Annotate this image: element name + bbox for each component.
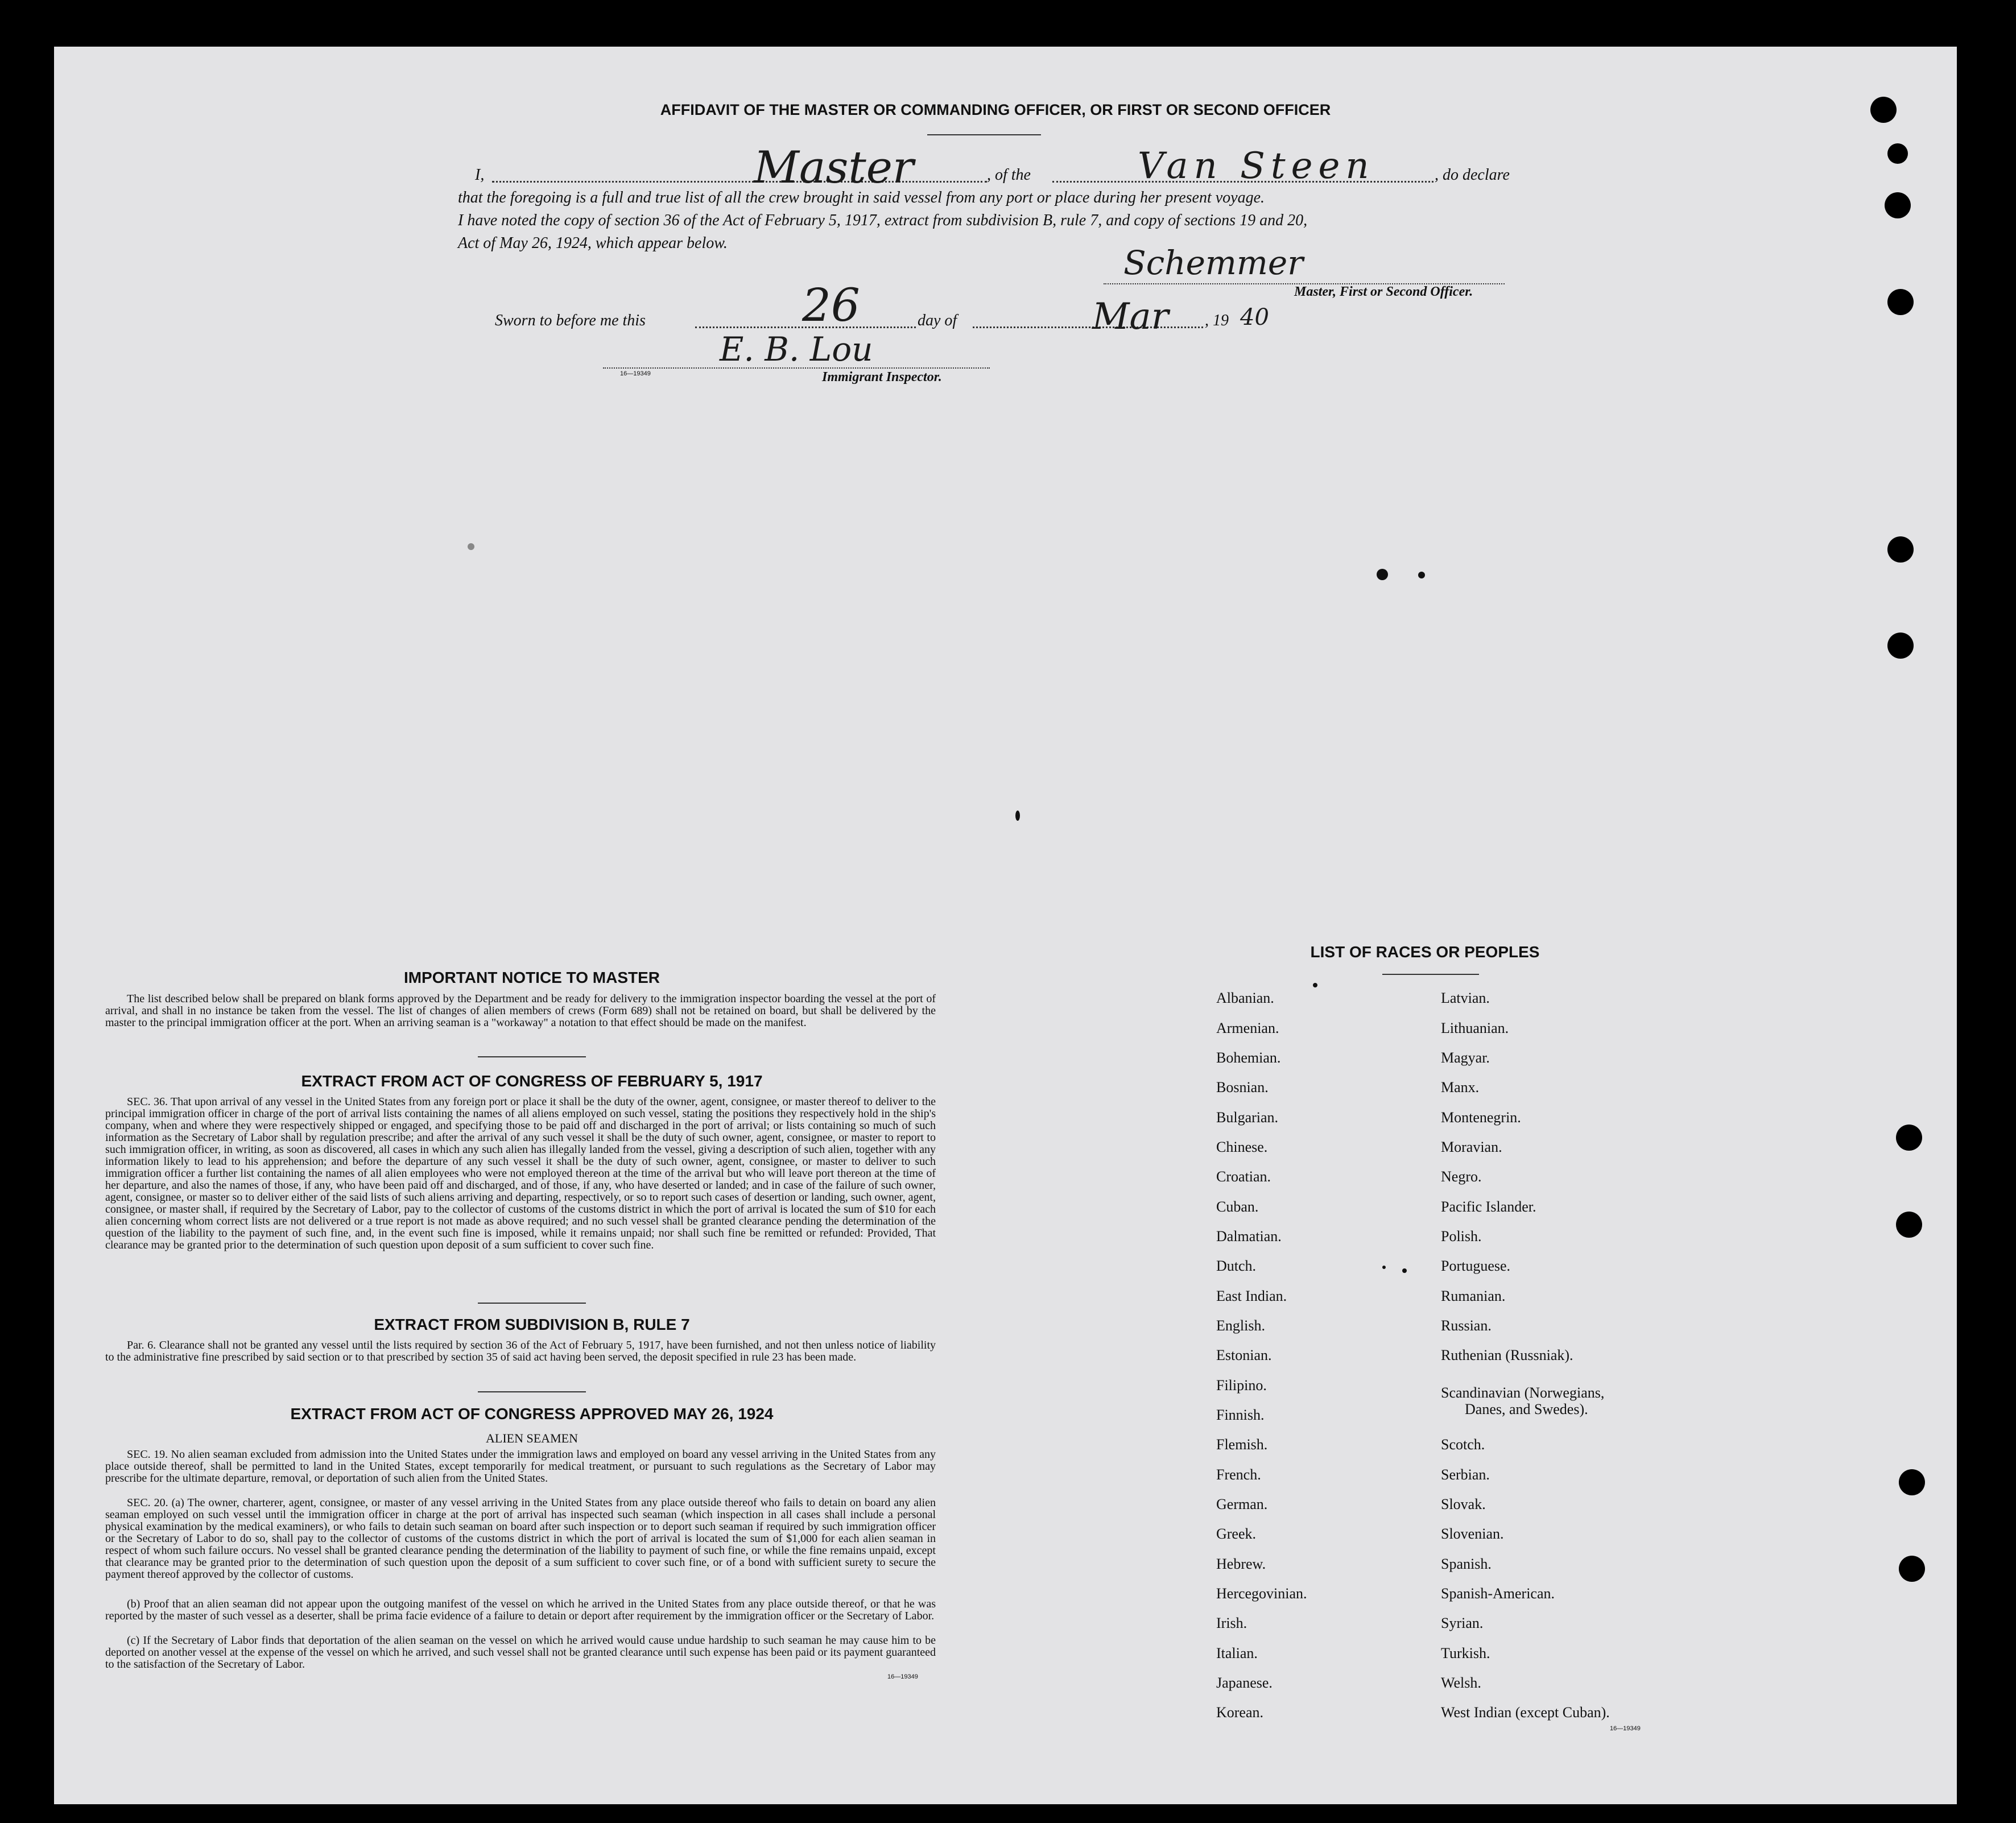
title-rule xyxy=(927,134,1041,135)
declaration-line-4: Act of May 26, 1924, which appear below. xyxy=(458,234,728,252)
race-item: Turkish. xyxy=(1441,1645,1490,1661)
punch-hole xyxy=(1896,1125,1922,1151)
notice-body: The list described below shall be prepared on blank forms approved by the Department and be ready for delivery to the immigration inspector boarding the vessel at the port of arrival, and shall in no instance be taken from the vessel. The list of changes of alien members of crews (Form 689) shall not be retained on board, but shall be delivered by the master to the principal immigration officer at the port. When an arriving seaman is a "workaway" a notation to that effect should be made on the manifest. xyxy=(105,993,936,1029)
race-item: Korean. xyxy=(1216,1704,1264,1721)
race-item: Pacific Islander. xyxy=(1441,1198,1536,1215)
race-item: Portuguese. xyxy=(1441,1258,1511,1274)
race-item: Polish. xyxy=(1441,1228,1482,1245)
race-item: West Indian (except Cuban). xyxy=(1441,1704,1610,1721)
month-handwritten: Mar xyxy=(1092,296,1169,338)
race-item: Spanish-American. xyxy=(1441,1585,1555,1602)
ink-speck xyxy=(1402,1268,1407,1273)
race-item: Lithuanian. xyxy=(1441,1020,1509,1036)
extract-1924-sec20c: (c) If the Secretary of Labor finds that deportation of the alien seaman on the vessel on which he arrived would cause undue hardship to such seaman he may cause him to be deported on another vessel at the expense of the vessel on which he arrived, and such vessel shall not be granted clearance until such expense has been paid or its payment guaranteed to the satisfaction of the Secretary of Labor. xyxy=(105,1634,936,1671)
punch-hole xyxy=(1887,143,1908,164)
race-item: Spanish. xyxy=(1441,1556,1492,1572)
ink-speck xyxy=(1313,983,1317,987)
race-item: Italian. xyxy=(1216,1645,1258,1661)
race-item: Russian. xyxy=(1441,1317,1492,1334)
punch-hole xyxy=(1885,192,1911,218)
race-item: Greek. xyxy=(1216,1526,1257,1542)
race-item: German. xyxy=(1216,1496,1268,1512)
race-item: Latvian. xyxy=(1441,990,1490,1006)
year-prefix: , 19 xyxy=(1205,312,1229,329)
extract-rule7-title: EXTRACT FROM SUBDIVISION B, RULE 7 xyxy=(374,1316,690,1333)
punch-hole xyxy=(1887,289,1914,315)
race-item: Magyar. xyxy=(1441,1049,1490,1066)
race-item: Hebrew. xyxy=(1216,1556,1266,1572)
ink-speck xyxy=(1377,569,1388,580)
race-item: Dutch. xyxy=(1216,1258,1257,1274)
extract-1924-title: EXTRACT FROM ACT OF CONGRESS APPROVED MAY 26, 1924 xyxy=(290,1405,774,1423)
day-handwritten: 26 xyxy=(802,279,860,332)
form-number: 16—19349 xyxy=(1610,1725,1641,1732)
race-item: Bohemian. xyxy=(1216,1049,1281,1066)
inspector-signature-line xyxy=(603,367,990,369)
ink-speck xyxy=(1418,572,1425,578)
declaration-line-3: I have noted the copy of section 36 of the Act of February 5, 1917, extract from subdivision B, rule 7, and copy of sections 19 and 20, xyxy=(458,212,1308,229)
race-item: English. xyxy=(1216,1317,1265,1334)
race-item: Dalmatian. xyxy=(1216,1228,1282,1245)
form-number: 16—19349 xyxy=(887,1673,918,1680)
declaration-line-2: that the foregoing is a full and true list of all the crew brought in said vessel from any port or place during her present voyage. xyxy=(458,189,1265,206)
section-rule xyxy=(478,1303,586,1304)
extract-rule7-body: Par. 6. Clearance shall not be granted any vessel until the lists required by section 36 of the Act of February 5, 1917, have been furnished, and not then unless notice of liability to the administrative fine prescribed by said section or to that prescribed by section 35 of said act having been served, the deposit specified in rule 23 has been made. xyxy=(105,1339,936,1363)
inspector-signature: E. B. Lou xyxy=(720,330,873,369)
punch-hole xyxy=(1899,1469,1925,1495)
race-item: Irish. xyxy=(1216,1615,1247,1631)
race-item: Slovak. xyxy=(1441,1496,1486,1512)
race-item: Bulgarian. xyxy=(1216,1109,1279,1126)
day-label: day of xyxy=(918,312,957,329)
ink-speck xyxy=(1382,1266,1386,1269)
year-handwritten: 40 xyxy=(1240,304,1269,330)
race-item: East Indian. xyxy=(1216,1288,1287,1304)
extract-1924-subtitle: ALIEN SEAMEN xyxy=(486,1431,578,1445)
race-item: Welsh. xyxy=(1441,1675,1481,1691)
form-number: 16—19349 xyxy=(620,370,651,377)
extract-1924-sec20b: (b) Proof that an alien seaman did not appear upon the outgoing manifest of the vessel on which he arrived in the United States from any place outside thereof, or that he was reported by the master of such vessel as a deserter, shall be prima facie evidence of a failure to detain or deport after requirement by the immigration officer or the Secretary of Labor. xyxy=(105,1598,936,1622)
race-item: Montenegrin. xyxy=(1441,1109,1521,1126)
master-signature: Schemmer xyxy=(1123,243,1303,282)
race-item: Scotch. xyxy=(1441,1436,1485,1453)
race-item: Hercegovinian. xyxy=(1216,1585,1307,1602)
race-item: Flemish. xyxy=(1216,1436,1268,1453)
vessel-name-handwritten: Van Steen xyxy=(1138,145,1375,187)
master-caption: Master, First or Second Officer. xyxy=(1294,284,1473,299)
race-item: Rumanian. xyxy=(1441,1288,1506,1304)
affidavit-title: AFFIDAVIT OF THE MASTER OR COMMANDING OFFICER, OR FIRST OR SECOND OFFICER xyxy=(660,101,1331,118)
race-item: Armenian. xyxy=(1216,1020,1279,1036)
punch-hole xyxy=(1870,97,1897,123)
extract-1924-sec20a: SEC. 20. (a) The owner, charterer, agent, consignee, or master of any vessel arriving in the United States from any place outside thereof who fails to detain on board any alien seaman employed on such vessel until the immigration officer in charge at the port of arrival has inspected such seaman (which inspection in all cases shall include a personal physical examination by the medical examiners), or who fails to detain such seaman on board after such inspection or to deport such seaman if required by such immigration officer or the Secretary of Labor to do so, shall pay to the collector of customs of the customs district in which the port of arrival is located the sum of $1,000 for each alien seaman in respect of whom such failure occurs. No vessel shall be granted clearance pending the determination of the liability to payment of such fine, or while the fine remains unpaid, except that clearance may be granted prior to the determination of such question upon the deposit of a sum sufficient to cover such fine, or of a bond with sufficient surety to secure the payment thereof approved by the collector of customs. xyxy=(105,1497,936,1581)
punch-hole xyxy=(1887,633,1914,659)
extract-1917-body: SEC. 36. That upon arrival of any vessel in the United States from any foreign port or place it shall be the duty of the owner, agent, consignee, or master thereof to deliver to the principal immigration officer in charge of the port of arrival lists containing the names of all aliens employed on such vessel, stating the positions they respectively hold in the ship's company, when and where they were respectively shipped or engaged, and specifying those to be paid off and discharged in the port of arrival; or lists containing so much of such information as the Secretary of Labor shall by regulation prescribe; and after the arrival of any such vessel it shall be the duty of such owner, agent, consignee, or master to report to such immigration officer, in writing, as soon as discovered, all cases in which any such alien has illegally landed from the vessel, giving a description of such alien, together with any information likely to lead to his apprehension; and before the departure of any such vessel it shall be the duty of such owner, agent, consignee, or master to deliver to such immigration officer a further list containing the names of all alien employees who were not employed thereon at the time of the arrival but who will leave port thereon at the time of her departure, and also the names of those, if any, who have been paid off and discharged, and of those, if any, who have deserted or landed; and in case of the failure of such owner, agent, consignee, or master so to deliver either of the said lists of such aliens arriving and departing, respectively, or so to report such cases of desertion or landing, such owner, agent, consignee, or master shall, if required by the Secretary of Labor, pay to the collector of customs of the customs district in which the port of arrival is located the sum of $10 for each alien concerning whom correct lists are not delivered or a true report is not made as above required; and no such vessel shall be granted clearance pending the determination of the question of the liability to the payment of such fine, and, in the event such fine is imposed, while it remains unpaid; nor shall such fine be remitted or refunded: Provided, That clearance may be granted prior to the determination of such question upon deposit of a sum sufficient to cover such fine. xyxy=(105,1096,936,1251)
race-item: French. xyxy=(1216,1466,1261,1483)
i-label: I, xyxy=(475,166,485,184)
section-rule xyxy=(478,1391,586,1392)
race-item: Albanian. xyxy=(1216,990,1274,1006)
race-item: Serbian. xyxy=(1441,1466,1490,1483)
race-item: Negro. xyxy=(1441,1168,1482,1185)
ink-speck xyxy=(1015,811,1020,821)
race-item: Danes, and Swedes). xyxy=(1465,1401,1588,1417)
race-item: Scandinavian (Norwegians, xyxy=(1441,1384,1605,1401)
do-declare-label: , do declare xyxy=(1435,166,1510,184)
master-name-handwritten: Master xyxy=(754,142,914,193)
races-title-rule xyxy=(1382,974,1479,975)
race-item: Filipino. xyxy=(1216,1377,1267,1394)
race-item: Finnish. xyxy=(1216,1407,1265,1423)
race-item: Slovenian. xyxy=(1441,1526,1504,1542)
punch-hole xyxy=(1896,1212,1922,1238)
race-item: Ruthenian (Russniak). xyxy=(1441,1347,1573,1363)
race-item: Cuban. xyxy=(1216,1198,1259,1215)
ink-speck xyxy=(468,543,474,550)
race-item: Croatian. xyxy=(1216,1168,1271,1185)
race-item: Bosnian. xyxy=(1216,1079,1269,1096)
sworn-label: Sworn to before me this xyxy=(495,312,646,329)
of-the-label: , of the xyxy=(987,166,1031,184)
punch-hole xyxy=(1899,1556,1925,1582)
race-item: Moravian. xyxy=(1441,1139,1502,1155)
section-rule xyxy=(478,1056,586,1057)
races-title: LIST OF RACES OR PEOPLES xyxy=(1310,943,1540,961)
extract-1917-title: EXTRACT FROM ACT OF CONGRESS OF FEBRUARY 5, 1917 xyxy=(301,1072,763,1090)
notice-title: IMPORTANT NOTICE TO MASTER xyxy=(403,969,660,986)
race-item: Syrian. xyxy=(1441,1615,1484,1631)
inspector-caption: Immigrant Inspector. xyxy=(822,370,942,385)
race-item: Japanese. xyxy=(1216,1675,1273,1691)
race-item: Chinese. xyxy=(1216,1139,1268,1155)
race-item: Estonian. xyxy=(1216,1347,1272,1363)
race-item: Manx. xyxy=(1441,1079,1480,1096)
punch-hole xyxy=(1887,536,1914,563)
extract-1924-sec19: SEC. 19. No alien seaman excluded from admission into the United States under the immigration laws and employed on board any vessel arriving in the United States from any place outside thereof, shall be permitted to land in the United States, except temporarily for medical treatment, or pursuant to such regulations as the Secretary of Labor may prescribe for the ultimate departure, removal, or deportation of such alien from the United States. xyxy=(105,1448,936,1485)
